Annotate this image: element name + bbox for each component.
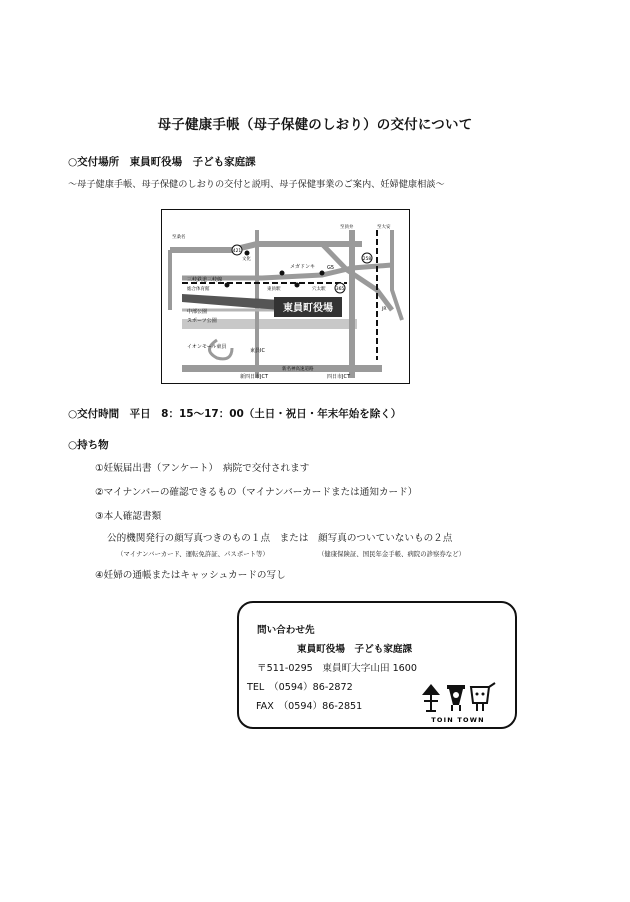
logo-right-arm: [489, 683, 495, 687]
map-label-d: 至大安: [377, 225, 391, 230]
logo-text: TOIN TOWN: [431, 716, 485, 724]
map-road-421: [170, 244, 362, 250]
item-3: ③本人確認書類: [95, 511, 162, 522]
toin-town-logo-icon: [419, 681, 497, 725]
map-label-megadon: メガドンキ: [290, 264, 316, 270]
map-dot-4: [225, 283, 230, 288]
map-label-yokkaichi: 四日市JCT: [327, 374, 351, 380]
contact-fax: FAX （0594）86-2851: [256, 701, 363, 712]
contact-address: 〒511-0295 東員町大字山田 1600: [257, 663, 417, 674]
item-1: ①妊娠届出書（アンケート） 病院で交付されます: [95, 463, 310, 474]
contact-tel: TEL （0594）86-2872: [247, 682, 353, 693]
map-pointer: [182, 294, 280, 310]
map-route-365-label: 365: [335, 287, 345, 292]
place-detail: ～母子健康手帳、母子保健のしおりの交付と説明、母子保健事業のご案内、妊婦健康相談～: [68, 179, 445, 190]
map-dot-2: [320, 271, 325, 276]
hours-heading: ○交付時間 平日 8：15～17：00（土日・祝日・年末年始を除く）: [68, 408, 402, 420]
item-3-note-a: （マイナンバーカード、運転免許証、パスポート等）: [117, 550, 269, 558]
logo-graphic: [419, 681, 497, 725]
map-route-258-label: 258: [362, 257, 372, 262]
contact-office: 東員町役場 子ども家庭課: [297, 644, 413, 655]
map-label-a: 至桑名: [172, 235, 186, 240]
map-label-toin-ic: 東員IC: [250, 348, 265, 354]
page-title: 母子健康手帳（母子保健のしおり）の交付について: [157, 117, 473, 133]
map-label-n: JR: [382, 307, 387, 312]
place-heading: ○交付場所 東員町役場 子ども家庭課: [68, 156, 256, 168]
map-label-chubu: 中部公園: [187, 309, 208, 315]
map-label-shin-yokkaichi: 新四日市JCT: [240, 374, 269, 380]
map-label-g5: G5: [327, 265, 335, 271]
map-dot-3: [280, 271, 285, 276]
map-label-g: 穴太駅: [312, 287, 326, 292]
access-map: [161, 209, 410, 384]
map-road-east: [392, 230, 402, 320]
map-label-f: 文化: [242, 257, 251, 262]
map-dot-1: [245, 251, 250, 256]
logo-right-eye-1: [476, 693, 479, 696]
map-dot-5: [295, 283, 300, 288]
map-label-sports: スポーツ公園: [187, 318, 217, 324]
map-graphic: [162, 210, 409, 383]
item-3-detail: 公的機関発行の顔写真つきのもの１点 または 顔写真のついていないもの２点: [107, 533, 453, 544]
item-3-note-b: （健康保険証、国民年金手帳、病院の診察券など）: [318, 550, 465, 558]
item-2: ②マイナンバーの確認できるもの（マイナンバーカードまたは通知カード）: [95, 487, 418, 498]
item-4: ④妊婦の通帳またはキャッシュカードの写し: [95, 570, 286, 581]
map-label-h: 東員駅: [267, 287, 281, 292]
logo-mid-face: [453, 692, 459, 698]
map-label-i: 総合体育館: [187, 287, 210, 292]
logo-right-eye-2: [482, 693, 485, 696]
items-heading: ○持ち物: [68, 439, 109, 451]
logo-left-body: [424, 695, 438, 711]
logo-mid-hat: [447, 685, 465, 689]
map-town-hall-label: 東員町役場: [283, 303, 333, 314]
logo-right-legs: [477, 703, 483, 711]
contact-heading: 問い合わせ先: [257, 625, 315, 636]
map-label-sangi: 三岐鉄道三岐線: [187, 277, 223, 283]
logo-mid-legs: [452, 705, 460, 711]
map-route-421-label: 421: [232, 249, 242, 254]
logo-left-head: [422, 684, 440, 695]
map-label-aeon: イオンモール東員: [187, 344, 227, 350]
map-label-c: 至員弁: [340, 225, 354, 230]
logo-right-body: [471, 687, 489, 703]
map-label-shinmeishin: 新名神高速道路: [282, 367, 314, 372]
